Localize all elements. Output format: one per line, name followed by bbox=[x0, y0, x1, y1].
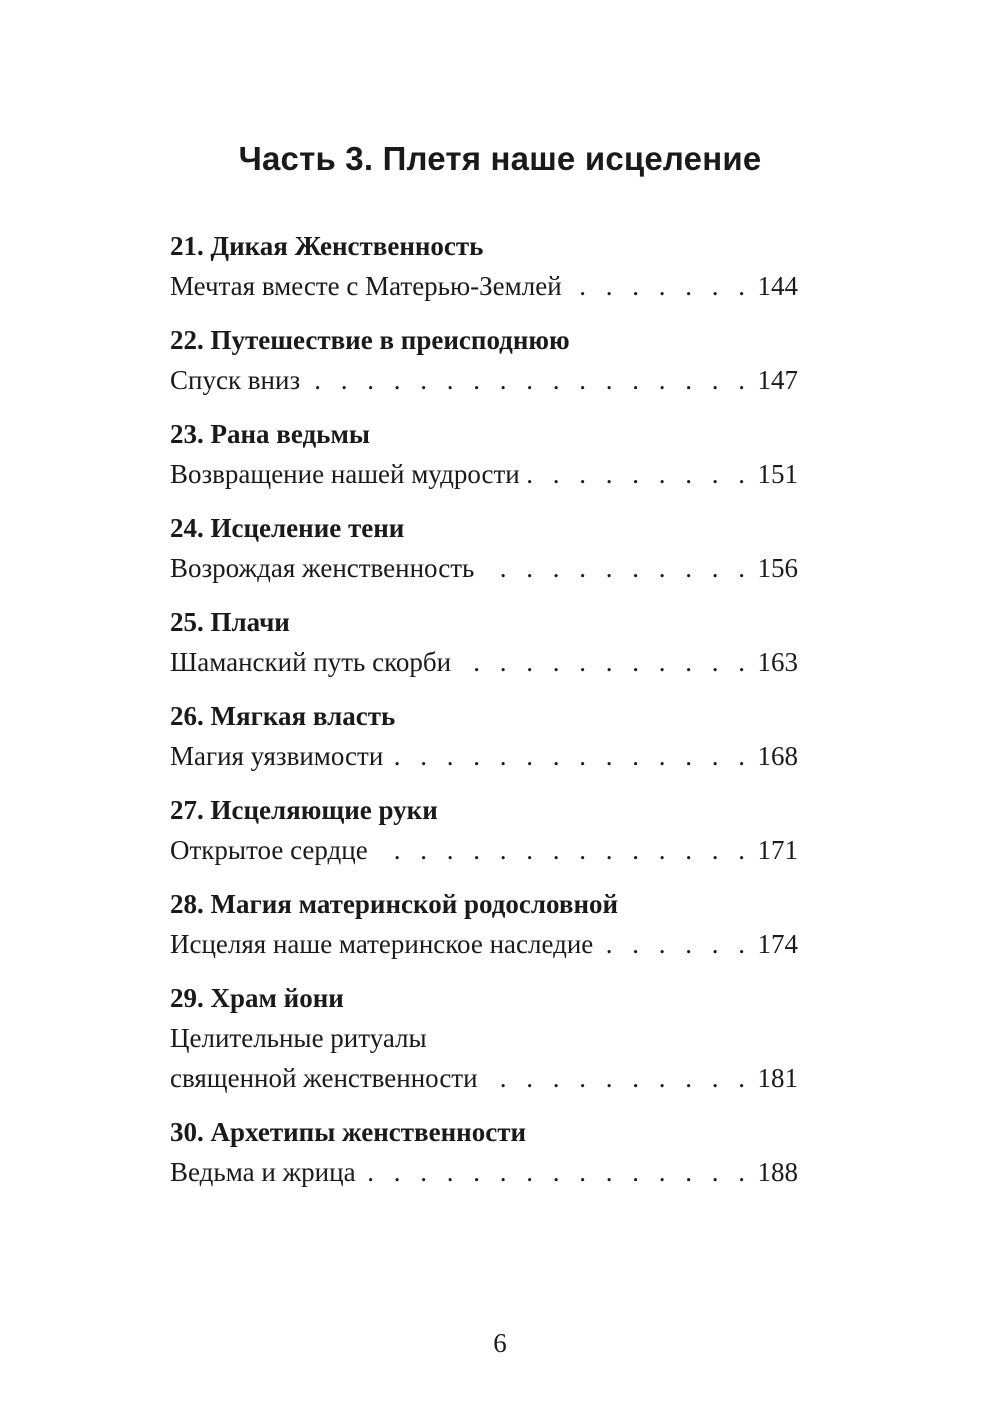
toc-entry[interactable] bbox=[170, 548, 798, 588]
toc-chapter-24 bbox=[170, 508, 798, 588]
page-number: 144 bbox=[757, 271, 798, 301]
page-number: 156 bbox=[757, 553, 798, 583]
toc-chapter-22 bbox=[170, 320, 798, 400]
toc-chapter-29 bbox=[170, 978, 798, 1098]
chapter-subtitle: Возрождая женственность bbox=[170, 553, 475, 583]
toc-entry[interactable] bbox=[170, 1058, 798, 1098]
toc-entry[interactable] bbox=[170, 924, 798, 964]
chapter-title: 23. Рана ведьмы bbox=[170, 419, 370, 449]
chapter-subtitle: Магия уязвимости bbox=[170, 741, 384, 771]
dot-leader bbox=[364, 1152, 752, 1192]
dot-leader bbox=[459, 642, 751, 682]
dot-leader bbox=[601, 924, 751, 964]
dot-leader bbox=[376, 830, 752, 870]
chapter-subtitle: Возвращение нашей мудрости bbox=[170, 459, 520, 489]
page-number: 168 bbox=[757, 741, 798, 771]
page-number: 181 bbox=[757, 1063, 798, 1093]
chapter-title: 27. Исцеляющие руки bbox=[170, 795, 438, 825]
toc-entry[interactable] bbox=[170, 360, 798, 400]
chapter-subtitle: Мечтая вместе с Матерью-Землей bbox=[170, 271, 562, 301]
toc-entry[interactable] bbox=[170, 830, 798, 870]
chapter-title: 26. Мягкая власть bbox=[170, 701, 396, 731]
toc-chapter-27 bbox=[170, 790, 798, 870]
table-of-contents bbox=[170, 226, 798, 1206]
toc-entry[interactable] bbox=[170, 642, 798, 682]
page-number: 174 bbox=[757, 929, 798, 959]
toc-chapter-23 bbox=[170, 414, 798, 494]
dot-leader bbox=[570, 266, 752, 306]
toc-entry[interactable] bbox=[170, 736, 798, 776]
chapter-title: 22. Путешествие в преисподнюю bbox=[170, 325, 570, 355]
chapter-subtitle: Исцеляя наше материнское наследие bbox=[170, 929, 594, 959]
dot-leader bbox=[391, 736, 751, 776]
page-number: 163 bbox=[757, 647, 798, 677]
dot-leader bbox=[482, 548, 751, 588]
page-number: 147 bbox=[757, 365, 798, 395]
page-number: 188 bbox=[757, 1157, 798, 1187]
page-number: 151 bbox=[757, 459, 798, 489]
toc-entry[interactable] bbox=[170, 1152, 798, 1192]
part-title: Часть 3. Плетя наше исцеление bbox=[238, 140, 762, 177]
chapter-subtitle: Спуск вниз bbox=[170, 365, 301, 395]
toc-entry[interactable] bbox=[170, 454, 798, 494]
dot-leader bbox=[528, 454, 752, 494]
toc-chapter-25 bbox=[170, 602, 798, 682]
chapter-title: 25. Плачи bbox=[170, 607, 290, 637]
chapter-title: 30. Архетипы женственности bbox=[170, 1117, 527, 1147]
chapter-subtitle: Открытое сердце bbox=[170, 835, 368, 865]
chapter-title: 24. Исцеление тени bbox=[170, 513, 405, 543]
chapter-title: 28. Магия материнской родословной bbox=[170, 889, 619, 919]
chapter-title: 29. Храм йони bbox=[170, 983, 344, 1013]
toc-chapter-21 bbox=[170, 226, 798, 306]
toc-entry[interactable] bbox=[170, 266, 798, 306]
toc-chapter-28 bbox=[170, 884, 798, 964]
chapter-subtitle: священной женственности bbox=[170, 1063, 478, 1093]
dot-leader bbox=[486, 1058, 752, 1098]
page-footer-number: 6 bbox=[493, 1328, 507, 1358]
chapter-title: 21. Дикая Женственность bbox=[170, 231, 484, 261]
chapter-subtitle: Ведьма и жрица bbox=[170, 1157, 356, 1187]
dot-leader bbox=[308, 360, 751, 400]
chapter-subtitle: Шаманский путь скорби bbox=[170, 647, 452, 677]
page-number: 171 bbox=[757, 835, 798, 865]
chapter-subtitle-line1: Целительные ритуалы bbox=[170, 1023, 427, 1053]
toc-chapter-26 bbox=[170, 696, 798, 776]
toc-chapter-30 bbox=[170, 1112, 798, 1192]
